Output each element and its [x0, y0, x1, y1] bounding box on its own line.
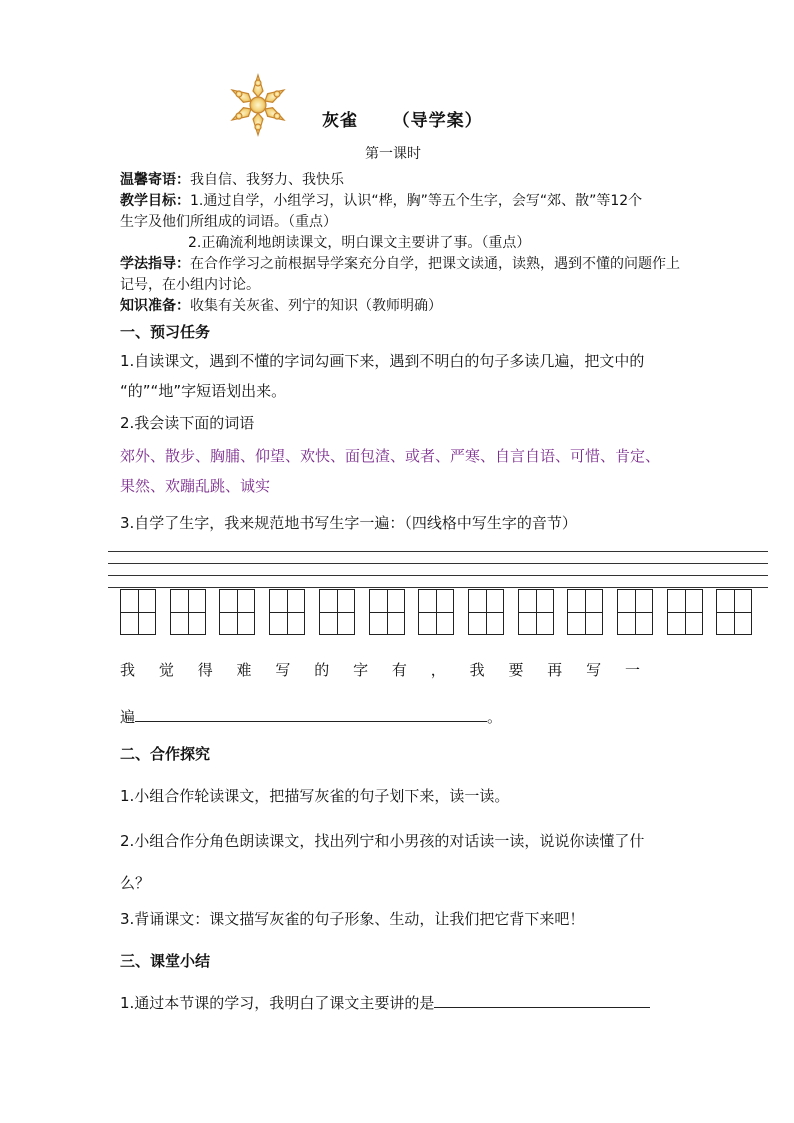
prep-line: 知识准备：收集有关灰雀、列宁的知识（教师明确）: [120, 298, 442, 314]
hard-char: 有: [391, 661, 407, 679]
section-2-heading: 二、合作探究: [120, 745, 211, 763]
method-line-1: 学法指导：在合作学习之前根据导学案充分自学，把课文读通，读熟，遇到不懂的问题作上: [120, 256, 680, 272]
motto-line: 温馨寄语：我自信、我努力、我快乐: [120, 172, 344, 188]
section-3-item-1: 1.通过本节课的学习，我明白了课文主要讲的是: [120, 993, 650, 1014]
writing-cell[interactable]: [269, 589, 305, 635]
vocab-list: 郊外、散步、胸脯、仰望、欢快、面包渣、或者、严寒、自言自语、可惜、肯定、 果然、欢蹦乱跳、诚实: [120, 447, 661, 495]
hard-char: 难: [236, 661, 252, 679]
section-1-item-1: 1.自读课文，遇到不懂的字词勾画下来，遇到不明白的句子多读几遍，把文中的 “的”“地”字短语划出来。: [120, 352, 645, 400]
hard-chars-line: [120, 659, 640, 680]
section-1-item-3: 3.自学了生字，我来规范地书写生字一遍：（四线格中写生字的音节）: [120, 514, 577, 532]
writing-cell[interactable]: [219, 589, 255, 635]
section-1-item-2: 2.我会读下面的词语: [120, 414, 255, 432]
again-blank[interactable]: [135, 707, 487, 722]
writing-cell[interactable]: [567, 589, 603, 635]
hard-char: 觉: [158, 661, 174, 679]
writing-cell[interactable]: [369, 589, 405, 635]
hard-char: ，: [430, 661, 446, 679]
page-title: 灰雀 （导学案）: [322, 111, 483, 131]
hard-char: 的: [314, 661, 330, 679]
hard-char: 字: [353, 661, 369, 679]
section-2-item-1: 1.小组合作轮读课文，把描写灰雀的句子划下来，读一读。: [120, 787, 510, 805]
writing-cell[interactable]: [120, 589, 156, 635]
goals-line-2: 生字及他们所组成的词语。（重点）: [120, 214, 337, 230]
section-2-item-3: 3.背诵课文：课文描写灰雀的句子形象、生动，让我们把它背下来吧！: [120, 910, 585, 928]
writing-cell[interactable]: [716, 589, 752, 635]
lesson-label: 第一课时: [365, 146, 421, 162]
hard-char: 写: [275, 661, 291, 679]
writing-cell[interactable]: [319, 589, 355, 635]
method-line-2: 记号，在小组内讨论。: [120, 277, 260, 293]
hard-char: 我: [120, 661, 136, 679]
section-2-item-2: 2.小组合作分角色朗读课文，找出列宁和小男孩的对话读一读，说说你读懂了什 么？: [120, 832, 645, 892]
writing-cell[interactable]: [617, 589, 653, 635]
writing-cell[interactable]: [170, 589, 206, 635]
writing-grid[interactable]: [120, 589, 760, 637]
writing-cell[interactable]: [518, 589, 554, 635]
snowflake-ornament-icon: [222, 72, 294, 138]
hard-char: 一: [624, 661, 640, 679]
section-3-heading: 三、课堂小结: [120, 952, 211, 970]
again-line: 遍 。: [120, 708, 503, 726]
goals-line-3: 2.正确流利地朗读课文，明白课文主要讲了事。（重点）: [188, 235, 531, 251]
writing-cell[interactable]: [418, 589, 454, 635]
hard-char: 我: [469, 661, 485, 679]
goals-line-1: 教学目标：1.通过自学，小组学习，认识“桦，胸”等五个生字，会写“郊、散”等12个: [120, 193, 643, 209]
section-1-heading: 一、预习任务: [120, 323, 211, 341]
hard-char: 再: [547, 661, 563, 679]
summary-blank[interactable]: [434, 993, 650, 1008]
hard-char: 写: [586, 661, 602, 679]
writing-cell[interactable]: [667, 589, 703, 635]
hard-char: 得: [197, 661, 213, 679]
hard-char: 要: [508, 661, 524, 679]
writing-cell[interactable]: [468, 589, 504, 635]
